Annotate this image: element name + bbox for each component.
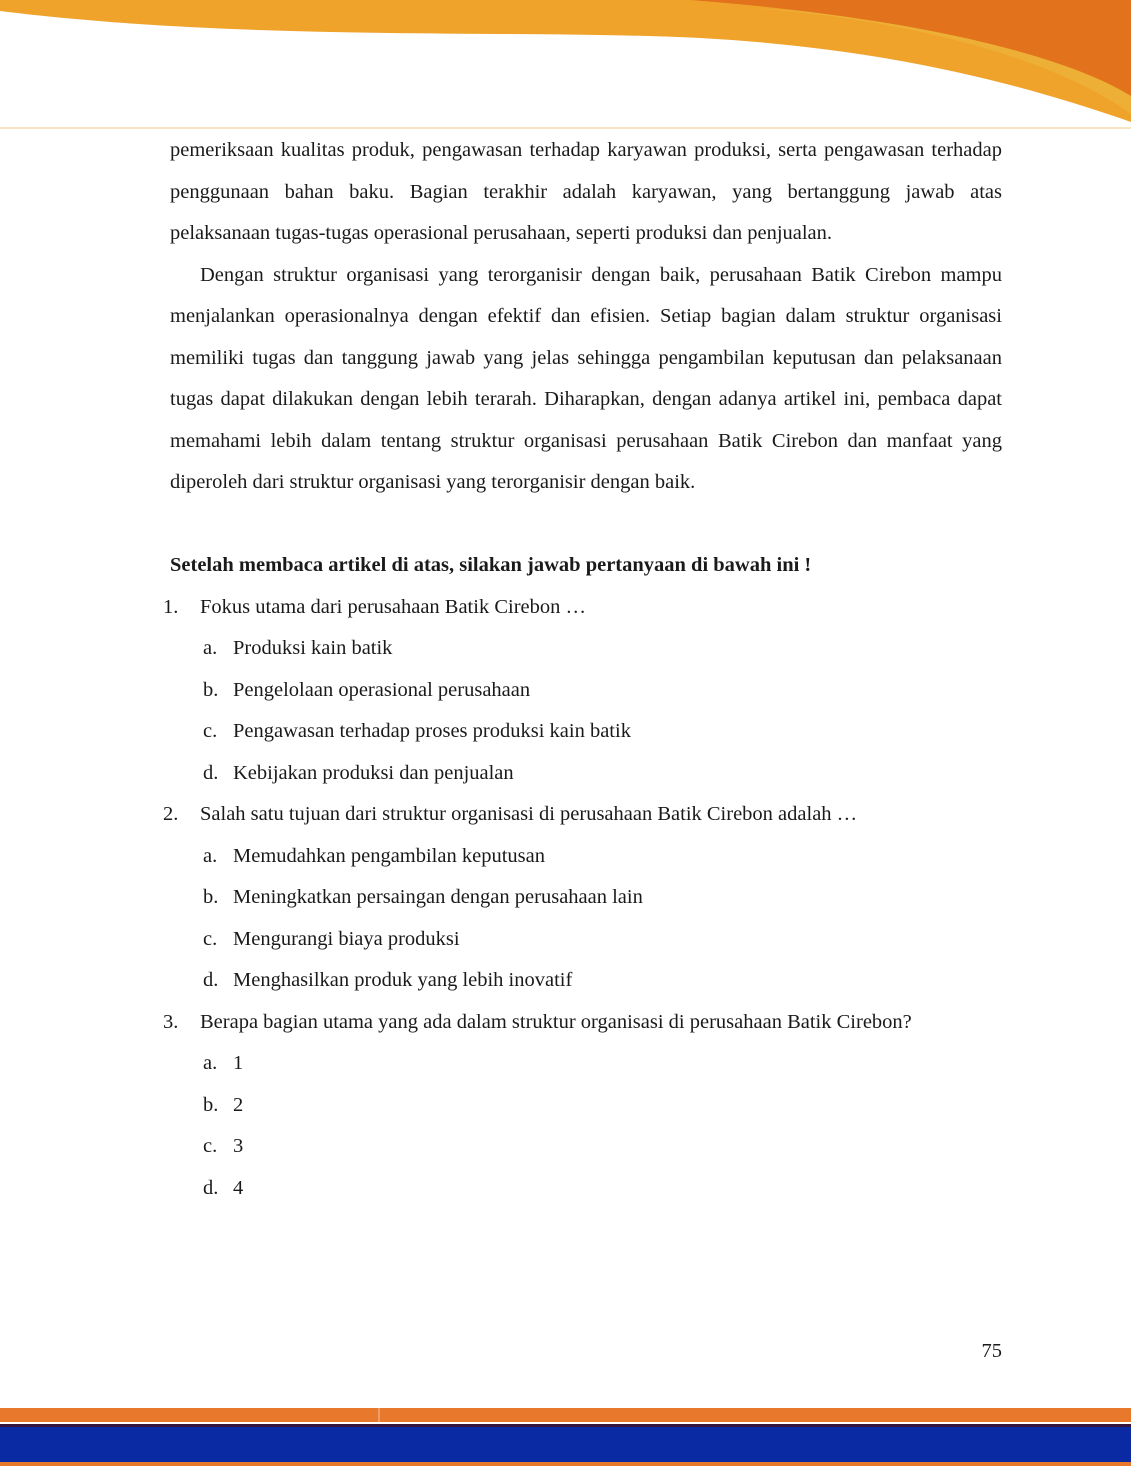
option-text: Pengawasan terhadap proses produksi kain batik	[233, 720, 631, 742]
article-paragraph-1: pemeriksaan kualitas produk, pengawasan terhadap karyawan produksi, serta pengawasan terhadap penggunaan bahan baku. Bagian terakhir adalah karyawan, yang bertanggung jawab atas pelaksanaan tugas-tugas operasional perusahaan, seperti produksi dan penjualan.	[170, 139, 1002, 244]
option-text: Mengurangi biaya produksi	[233, 927, 460, 950]
option-text: 1	[233, 1052, 244, 1074]
answer-option	[170, 753, 1002, 795]
answer-option	[170, 877, 1002, 919]
answer-option	[170, 670, 1002, 712]
article-paragraph-2: Dengan struktur organisasi yang terorganisir dengan baik, perusahaan Batik Cirebon mampu menjalankan operasionalnya dengan efektif dan efisien. Setiap bagian dalam struktur organisasi memiliki tugas dan tanggung jawab yang jelas sehingga pengambilan keputusan dan pelaksanaan tugas dapat dilakukan dengan lebih terarah. Diharapkan, dengan adanya artikel ini, pembaca dapat memahami lebih dalam tentang struktur organisasi perusahaan Batik Cirebon dan manfaat yang diperoleh dari struktur organisasi yang terorganisir dengan baik.	[170, 263, 1002, 493]
answer-option	[170, 1126, 1002, 1168]
footer-bottom-orange-strip	[0, 1462, 1131, 1466]
question-text: Berapa bagian utama yang ada dalam struktur organisasi di perusahaan Batik Cirebon?	[200, 1010, 912, 1033]
option-text: Menghasilkan produk yang lebih inovatif	[233, 969, 573, 991]
option-letter: d.	[203, 1176, 219, 1199]
footer-orange-bar	[0, 1408, 1131, 1422]
answer-option	[170, 836, 1002, 878]
option-text: 4	[233, 1176, 244, 1199]
option-letter: c.	[203, 1135, 218, 1157]
question-text: Salah satu tujuan dari struktur organisasi di perusahaan Batik Cirebon adalah …	[200, 803, 858, 825]
footer-orange-bar-divider	[378, 1408, 380, 1422]
answer-option	[170, 1043, 1002, 1085]
option-text: 2	[233, 1093, 244, 1116]
answer-option	[170, 711, 1002, 753]
answer-option	[170, 1168, 1002, 1210]
option-letter: c.	[203, 720, 218, 742]
footer-blue-bar	[0, 1427, 1131, 1462]
answer-option	[170, 960, 1002, 1002]
question-text: Fokus utama dari perusahaan Batik Cirebon …	[200, 595, 586, 618]
option-letter: b.	[203, 886, 219, 908]
option-letter: a.	[203, 637, 218, 659]
option-text: 3	[233, 1135, 244, 1157]
quiz-instruction: Setelah membaca artikel di atas, silakan jawab pertanyaan di bawah ini !	[170, 554, 812, 576]
question-number: 3.	[163, 1010, 179, 1033]
page-content	[163, 130, 1002, 1209]
option-letter: a.	[203, 844, 218, 867]
option-text: Kebijakan produksi dan penjualan	[233, 761, 514, 784]
option-letter: d.	[203, 969, 219, 991]
question-number: 2.	[163, 803, 179, 825]
header-swoosh-graphic	[0, 0, 1131, 128]
option-text: Produksi kain batik	[233, 637, 393, 659]
question-item	[163, 1002, 1002, 1044]
option-text: Pengelolaan operasional perusahaan	[233, 678, 531, 701]
page-number: 75	[981, 1340, 1002, 1362]
answer-option	[170, 1085, 1002, 1127]
option-letter: b.	[203, 678, 219, 701]
question-number: 1.	[163, 595, 179, 618]
option-text: Meningkatkan persaingan dengan perusahaan lain	[233, 886, 643, 908]
option-letter: a.	[203, 1052, 218, 1074]
option-letter: d.	[203, 761, 219, 784]
header-swoosh-svg	[0, 0, 1131, 128]
question-item	[163, 587, 1002, 629]
header-divider-rule	[0, 127, 1131, 129]
option-letter: c.	[203, 927, 218, 950]
answer-option	[170, 628, 1002, 670]
quiz-question-list	[163, 587, 1002, 1210]
question-item	[163, 794, 1002, 836]
option-letter: b.	[203, 1093, 219, 1116]
answer-option	[170, 919, 1002, 961]
option-text: Memudahkan pengambilan keputusan	[233, 844, 545, 867]
